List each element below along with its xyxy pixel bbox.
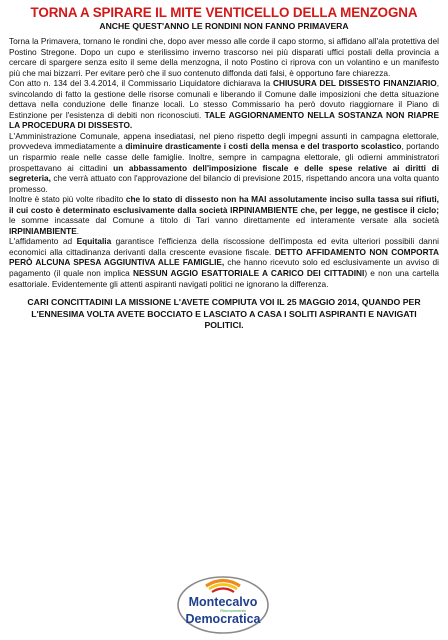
bold-text-segment: NESSUN AGGIO ESATTORIALE A CARICO DEI CITTADINI [133, 268, 365, 279]
bold-text-segment: IRPINIAMBIENTE [9, 225, 77, 236]
bold-text-segment: TALE AGGIORNAMENTO NELLA SOSTANZA NON RIAPRE LA PROCEDURA DI DISSESTO. [9, 109, 439, 131]
text-segment: che verrà attuato con l'approvazione del bilancio di previsione 2015, rispettando ancora una volta quanto promesso. [9, 173, 439, 194]
flyer-title: TORNA A SPIRARE IL MITE VENTICELLO DELLA MENZOGNA [30, 5, 418, 20]
body-paragraph [9, 78, 439, 131]
bold-text-segment: DETTO AFFIDAMENTO NON COMPORTA PERÒ ALCUNA SPESA AGGIUNTIVA ALLE FAMIGLIE, [9, 246, 440, 268]
text-segment: L'affidamento ad [9, 236, 77, 247]
bold-text-segment: CHIUSURA DEL DISSESTO FINANZIARIO [273, 78, 437, 89]
party-logo [176, 574, 270, 634]
body-paragraph [9, 131, 439, 194]
text-segment: . [76, 225, 80, 236]
closing-statement: CARI CONCITTADINI LA MISSIONE L'AVETE COMPIUTA VOI IL 25 MAGGIO 2014, QUANDO PER L'ENNESIMA VOLTA AVETE BOCCIATO E LASCIATO A CASA I SOLITI ASPIRANTI E NAVIGATI POLITICI. [27, 297, 421, 331]
text-segment: , portando un risparmio reale nelle casse delle famiglie. Inoltre, sempre in campagna elettorale, gli odierni amministratori prospettavano ai cittadini [9, 141, 439, 173]
bold-text-segment: che lo stato di dissesto non ha MAI assolutamente inciso sulla tassa sui rifiuti, il cui costo è determinato esclusivamente dalla società IRPINIAMBIENTE che, per legge, ne gestisce il ciclo; [9, 194, 439, 215]
logo-text-democratica: Democratica [185, 612, 261, 626]
flyer-body [9, 36, 439, 289]
bold-text-segment: diminuire drasticamente i costi della mensa e del trasporto scolastico [125, 141, 402, 152]
text-segment: Con atto n. 134 del 3.4.2014, il Commissario Liquidatore dichiarava la [9, 78, 274, 89]
text-segment: le somme incassate dal Comune a titolo di Tari vanno direttamente ed interamente versate alla società [9, 215, 439, 226]
flyer-subtitle: ANCHE QUEST'ANNO LE RONDINI NON FANNO PRIMAVERA [99, 21, 349, 31]
body-paragraph [9, 194, 439, 236]
bold-text-segment: un abbassamento dell'imposizione fiscale e delle spese relative ai diritti di segreteria, [9, 162, 439, 184]
body-paragraph [9, 236, 439, 289]
logo-text-tagline: Rinnovamento [220, 608, 246, 613]
text-segment: Torna la Primavera, tornano le rondini che, dopo aver messo alle corde il capo stormo, si affidano all'ala protettiva del Postino Stregone. Dopo un cupo e sterilissimo inverno trascorso nei più disparati uffici postali della provincia a cercare di spargere senza esito il seme della menzogna, il noto Postino ci riprova con un volantino e un manifesto più che mai bizzarri. Per evitare però che il suo contenuto diffonda dati falsi, è opportuno fare chiarezza. [9, 36, 439, 78]
text-segment: , svincolando di fatto la gestione delle risorse comunali e liberando il Comune dalle imposizioni che detta situazione dettava nella conduzione delle finanze locali. Lo stesso Commissario ha però dovuto riaggiornare il Piano di Estinzione per l'esistenza di debiti non riconosciuti. [9, 78, 440, 120]
text-segment: L'Amministrazione Comunale, appena insediatasi, nel pieno rispetto degli impegni assunti in campagna elettorale, provvedeva immediatamente a [9, 130, 439, 152]
party-logo-graphic [176, 574, 270, 634]
body-paragraph [9, 36, 439, 78]
text-segment: garantisce l'efficienza della riscossione dell'imposta ed evita ulteriori possibili danni economici alla cittadinanza derivanti dalla crescente evasione fiscale. [9, 236, 439, 257]
text-segment: ) e non una cartella esattoriale. Evidentemente gli attenti aspiranti navigati politici ne ignorano la differenza. [9, 268, 439, 289]
logo-text-montecalvo: Montecalvo [188, 595, 258, 609]
text-segment: che hanno ricevuto solo ed esclusivamente un avviso di pagamento (il quale non implica [9, 257, 439, 279]
bold-text-segment: Equitalia [76, 236, 112, 247]
text-segment: Inoltre è stato più volte ribadito [9, 194, 126, 205]
